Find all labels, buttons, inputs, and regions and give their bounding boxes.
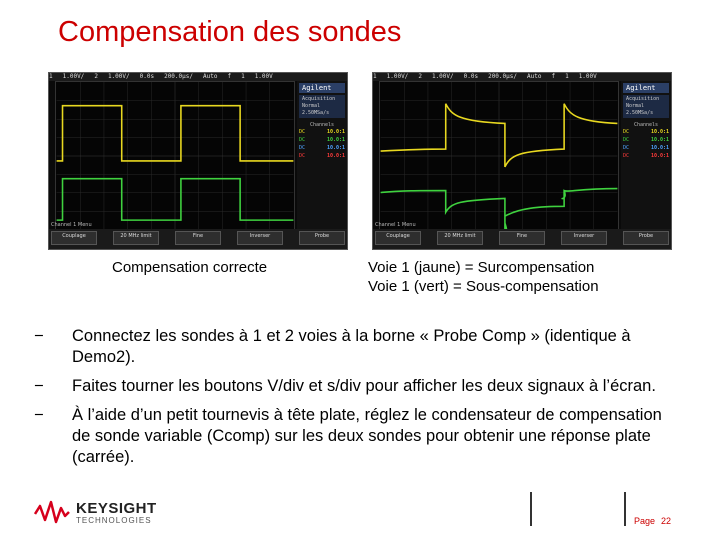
softkey-invert: Inverser (561, 231, 607, 245)
bullet-dash: − (34, 406, 44, 424)
list-item: − À l’aide d’un petit tournevis à tête plate, réglez le condensateur de compensation de sonde variable (Ccomp) sur les deux sondes pour obtenir une réponse plate (carrée). (34, 406, 662, 466)
waveform-correct (56, 82, 294, 230)
scope-waveform-display (379, 81, 619, 231)
oscilloscope-screenshot-over-under (372, 72, 672, 250)
keysight-wave-icon (34, 500, 70, 526)
keysight-logo: KEYSIGHT TECHNOLOGIES (34, 498, 164, 530)
waveform-over-under (380, 82, 618, 230)
bullet-dash: − (34, 377, 44, 395)
softkey-coupling: Couplage (375, 231, 421, 245)
footer-divider (624, 492, 626, 526)
softkey-bw-limit: 20 MHz limit (113, 231, 159, 245)
caption-overcompensation: Voie 1 (jaune) = Surcompensation (368, 259, 595, 276)
softkey-fine: Fine (175, 231, 221, 245)
caption-correct: Compensation correcte (112, 259, 268, 276)
oscilloscope-screenshot-correct (48, 72, 348, 250)
softkey-coupling: Couplage (51, 231, 97, 245)
bullet-dash: − (34, 327, 44, 345)
scope-status-bar: 1 1.00V/ 2 1.00V/ 0.0s 200.0μs/ Auto f 1 1.00V (373, 73, 671, 81)
scope-status-bar: 1 1.00V/ 2 1.00V/ 0.0s 200.0μs/ Auto f 1 1.00V (49, 73, 347, 81)
list-item: − Connectez les sondes à 1 et 2 voies à la borne « Probe Comp » (identique à Demo2). (34, 327, 631, 366)
scope-softkeys (49, 229, 347, 249)
scope-side-panel: Agilent Acquisition Normal 2.50MSa/s Channels DC 10.0:1 DC 10.0:1 DC 10.0:1 DC 10.0:1 (297, 81, 347, 231)
scope-waveform-display (55, 81, 295, 231)
softkey-invert: Inverser (237, 231, 283, 245)
scope-side-panel: Agilent Acquisition Normal 2.50MSa/s Channels DC 10.0:1 DC 10.0:1 DC 10.0:1 DC 10.0:1 (621, 81, 671, 231)
softkey-probe: Probe (299, 231, 345, 245)
page-number: Page 22 (634, 516, 672, 526)
scope-menu-label: Channel 1 Menu (51, 222, 92, 228)
instruction-list (34, 326, 684, 476)
list-item: − Faites tourner les boutons V/div et s/div pour afficher les deux signaux à l’écran. (34, 377, 656, 395)
softkey-probe: Probe (623, 231, 669, 245)
caption-undercompensation: Voie 1 (vert) = Sous-compensation (368, 278, 599, 295)
scope-softkeys (373, 229, 671, 249)
page-title: Compensation des sondes (58, 16, 402, 48)
softkey-fine: Fine (499, 231, 545, 245)
softkey-bw-limit: 20 MHz limit (437, 231, 483, 245)
scope-menu-label: Channel 1 Menu (375, 222, 416, 228)
footer-divider (530, 492, 532, 526)
